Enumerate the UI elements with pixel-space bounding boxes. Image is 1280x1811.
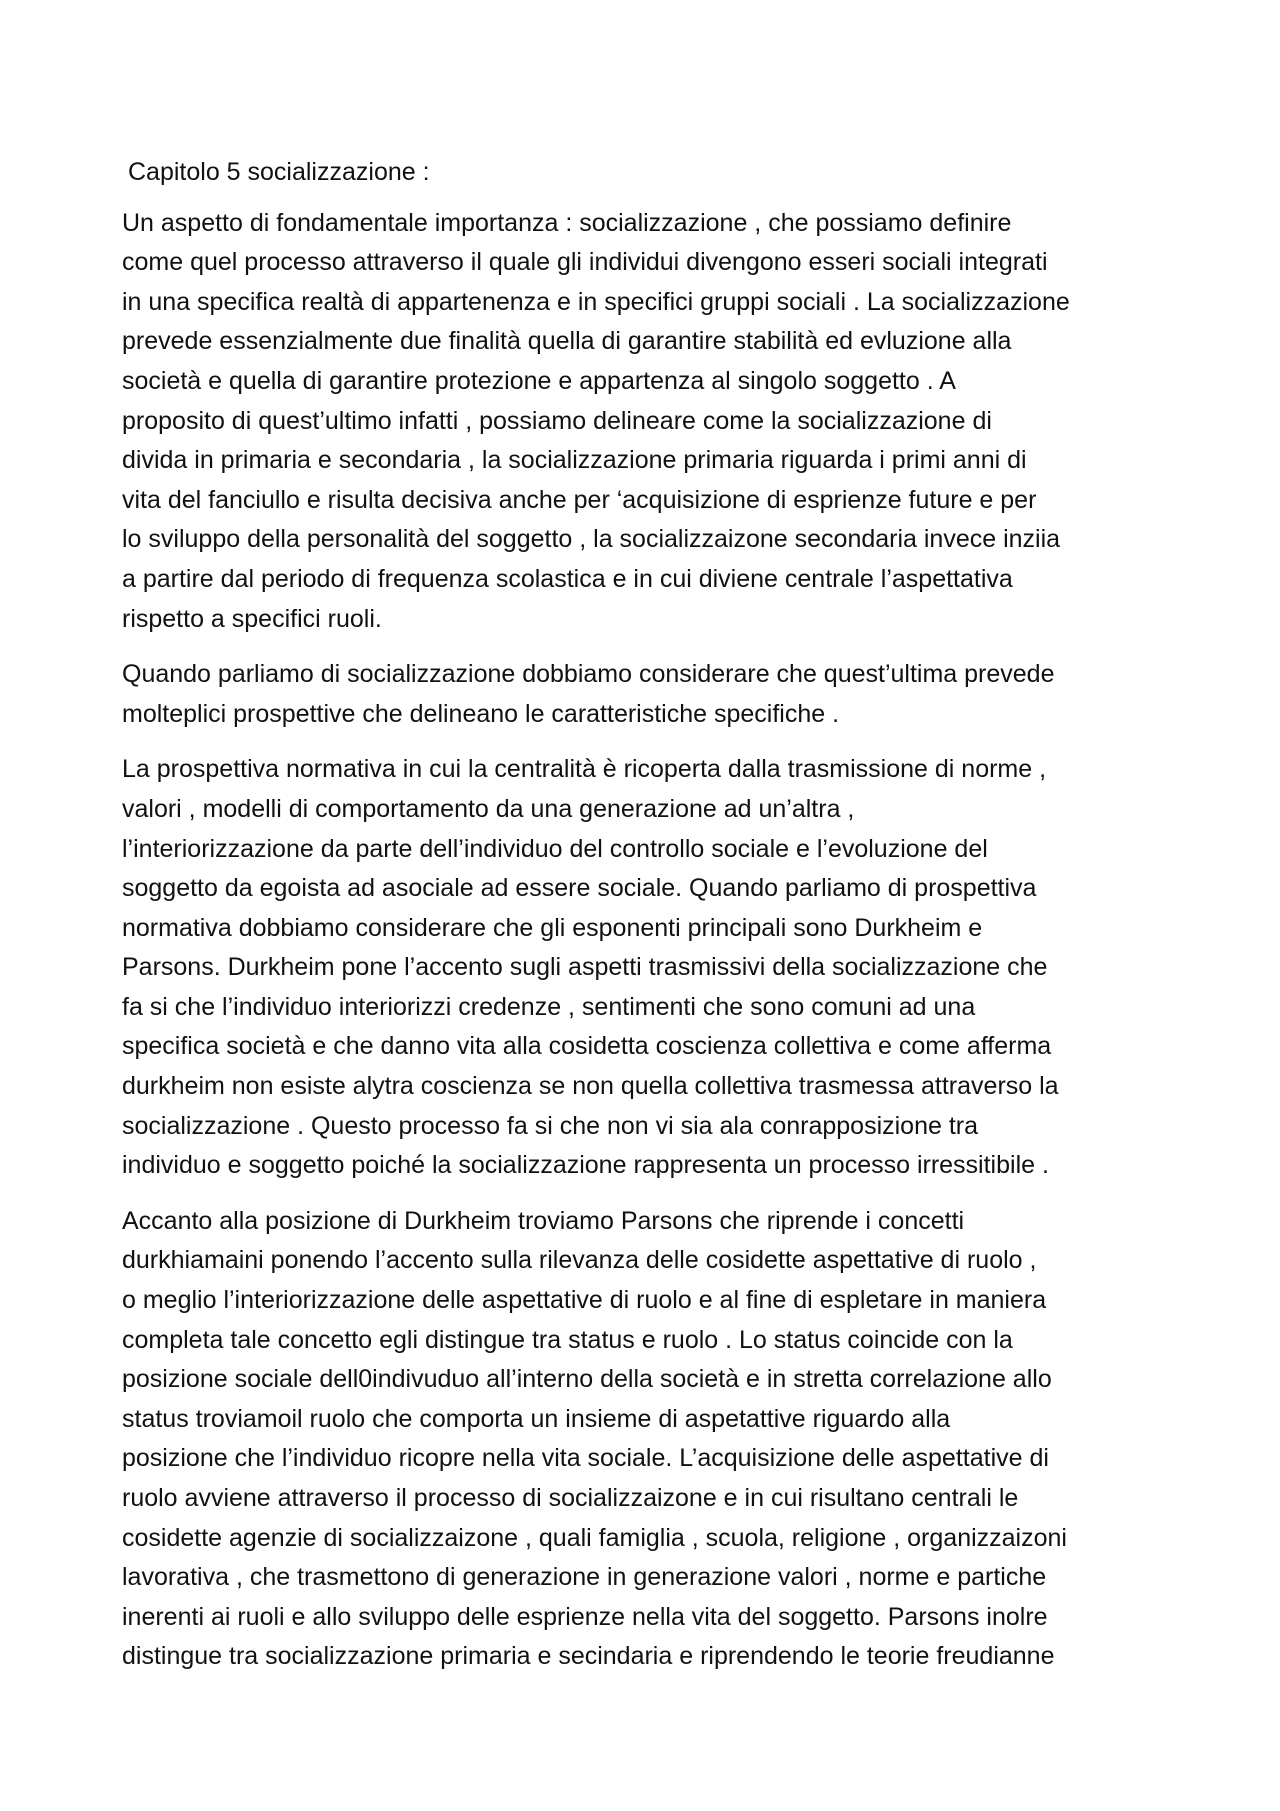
text-line: normativa dobbiamo considerare che gli esponenti principali sono Durkheim e bbox=[122, 913, 983, 942]
text-line: valori , modelli di comportamento da una generazione ad un’altra , bbox=[122, 794, 855, 823]
text-line: La prospettiva normativa in cui la centralità è ricoperta dalla trasmissione di norme , bbox=[122, 755, 1047, 784]
text-line: rispetto a specifici ruoli. bbox=[122, 604, 382, 633]
chapter-title: Capitolo 5 socializzazione : bbox=[128, 158, 430, 186]
text-line: distingue tra socializzazione primaria e secindaria e riprendendo le teorie freudianne bbox=[122, 1642, 1055, 1671]
text-line: durkheim non esiste alytra coscienza se non quella collettiva trasmessa attraverso la bbox=[122, 1072, 1059, 1101]
text-line: divida in primaria e secondaria , la socializzazione primaria riguarda i primi anni di bbox=[122, 446, 1027, 475]
text-line: come quel processo attraverso il quale gli individui divengono esseri sociali integrati bbox=[122, 248, 1048, 277]
text-line: specifica società e che danno vita alla cosidetta coscienza collettiva e come afferma bbox=[122, 1032, 1052, 1061]
paragraph bbox=[122, 655, 1172, 734]
text-line: prevede essenzialmente due finalità quella di garantire stabilità ed evluzione alla bbox=[122, 327, 1012, 356]
text-line: inerenti ai ruoli e allo sviluppo delle esprienze nella vita del soggetto. Parsons inolre bbox=[122, 1602, 1048, 1631]
text-line: Quando parliamo di socializzazione dobbiamo considerare che quest’ultima prevede bbox=[122, 660, 1055, 689]
text-line: vita del fanciullo e risulta decisiva anche per ‘acquisizione di esprienze future e per bbox=[122, 485, 1037, 514]
paragraph bbox=[122, 1202, 1172, 1677]
text-line: durkhiamaini ponendo l’accento sulla rilevanza delle cosidette aspettative di ruolo , bbox=[122, 1246, 1037, 1275]
paragraph bbox=[122, 750, 1172, 1186]
text-line: lavorativa , che trasmettono di generazione in generazione valori , norme e partiche bbox=[122, 1563, 1047, 1592]
text-line: a partire dal periodo di frequenza scolastica e in cui diviene centrale l’aspettativa bbox=[122, 564, 1013, 593]
text-line: individuo e soggetto poiché la socializzazione rappresenta un processo irressitibile . bbox=[122, 1151, 1049, 1180]
text-line: posizione sociale dell0indivuduo all’interno della società e in stretta correlazione allo bbox=[122, 1365, 1052, 1394]
text-line: o meglio l’interiorizzazione delle aspettative di ruolo e al fine di espletare in maniera bbox=[122, 1286, 1047, 1315]
text-line: Un aspetto di fondamentale importanza : socializzazione , che possiamo definire bbox=[122, 208, 1012, 237]
text-line: in una specifica realtà di appartenenza e in specifici gruppi sociali . La socializzazione bbox=[122, 287, 1070, 316]
text-line: fa si che l’individuo interiorizzi credenze , sentimenti che sono comuni ad una bbox=[122, 992, 976, 1021]
text-line: posizione che l’individuo ricopre nella vita sociale. L’acquisizione delle aspettative di bbox=[122, 1444, 1049, 1473]
text-line: completa tale concetto egli distingue tra status e ruolo . Lo status coincide con la bbox=[122, 1325, 1013, 1354]
text-line: Parsons. Durkheim pone l’accento sugli aspetti trasmissivi della socializzazione che bbox=[122, 953, 1048, 982]
text-line: proposito di quest’ultimo infatti , possiamo delineare come la socializzazione di bbox=[122, 406, 992, 435]
text-line: Accanto alla posizione di Durkheim troviamo Parsons che riprende i concetti bbox=[122, 1206, 965, 1235]
text-line: ruolo avviene attraverso il processo di socializzaizone e in cui risultano centrali le bbox=[122, 1484, 1019, 1512]
text-line: soggetto da egoista ad asociale ad essere sociale. Quando parliamo di prospettiva bbox=[122, 874, 1037, 903]
text-line: lo sviluppo della personalità del soggetto , la socializzaizone secondaria invece inziia bbox=[122, 525, 1061, 554]
text-line: socializzazione . Questo processo fa si che non vi sia ala conrapposizione tra bbox=[122, 1111, 979, 1140]
text-line: cosidette agenzie di socializzaizone , quali famiglia , scuola, religione , organizzaizoni bbox=[122, 1523, 1067, 1552]
document-body bbox=[122, 153, 1172, 1693]
text-line: società e quella di garantire protezione e appartenza al singolo soggetto . A bbox=[122, 366, 956, 395]
text-line: l’interiorizzazione da parte dell’individuo del controllo sociale e l’evoluzione del bbox=[122, 834, 988, 863]
paragraph-list bbox=[122, 204, 1172, 1677]
text-line: status troviamoil ruolo che comporta un insieme di aspetattive riguardo alla bbox=[122, 1404, 951, 1433]
paragraph bbox=[122, 204, 1172, 640]
text-line: molteplici prospettive che delineano le caratteristiche specifiche . bbox=[122, 699, 840, 728]
